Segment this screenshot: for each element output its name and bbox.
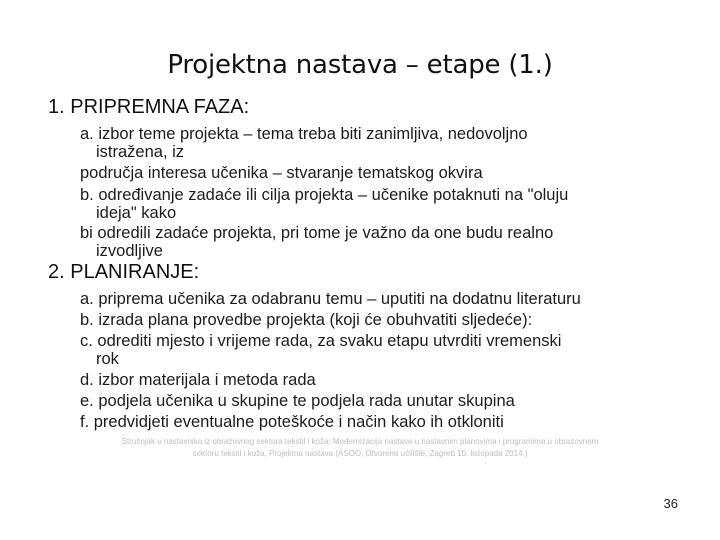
list-item-continuation: ideja" kako: [96, 204, 177, 222]
slide-title: Projektna nastava – etape (1.): [167, 50, 553, 80]
section-heading-planning: 2. PLANIRANJE:: [48, 261, 200, 283]
list-item-continuation: izvodljive: [96, 242, 163, 260]
list-item: bi odredili zadaće projekta, pri tome je važno da one budu realno: [80, 224, 554, 242]
list-item: f. predvidjeti eventualne poteškoće i način kako ih otkloniti: [80, 413, 504, 431]
list-item-continuation: rok: [96, 350, 119, 368]
list-item: područja interesa učenika – stvaranje tematskog okvira: [80, 164, 483, 182]
list-item-continuation: istražena, iz: [96, 143, 185, 161]
page-number: 36: [663, 496, 678, 511]
list-item: b. izrada plana provedbe projekta (koji će obuhvatiti sljedeće):: [80, 311, 533, 329]
footer-line: Stručnjak u nastavnika iz obrazovnog sektora tekstil i koža: Modernizacija nastave u nastavnim planovima i programima u obrazovnom: [121, 437, 599, 446]
list-item: c. odrediti mjesto i vrijeme rada, za svaku etapu utvrditi vremenski: [80, 332, 562, 350]
list-item: a. priprema učenika za odabranu temu – uputiti na dodatnu literaturu: [80, 290, 581, 308]
list-item: b. određivanje zadaće ili cilja projekta – učenike potaknuti na "oluju: [80, 186, 569, 204]
list-item: d. izbor materijala i metoda rada: [80, 371, 316, 389]
list-item: a. izbor teme projekta – tema treba biti zanimljiva, nedovoljno: [80, 125, 528, 143]
section-heading-preparation: 1. PRIPREMNA FAZA:: [48, 96, 250, 118]
footer-line: sektoru tekstil i koža, Projektna nastava (ASOO, Otvoreno učilište, Zagreb 10. listopada 2014.): [192, 449, 528, 458]
list-item: e. podjela učenika u skupine te podjela rada unutar skupina: [80, 392, 515, 410]
slide-footer: [80, 436, 640, 460]
